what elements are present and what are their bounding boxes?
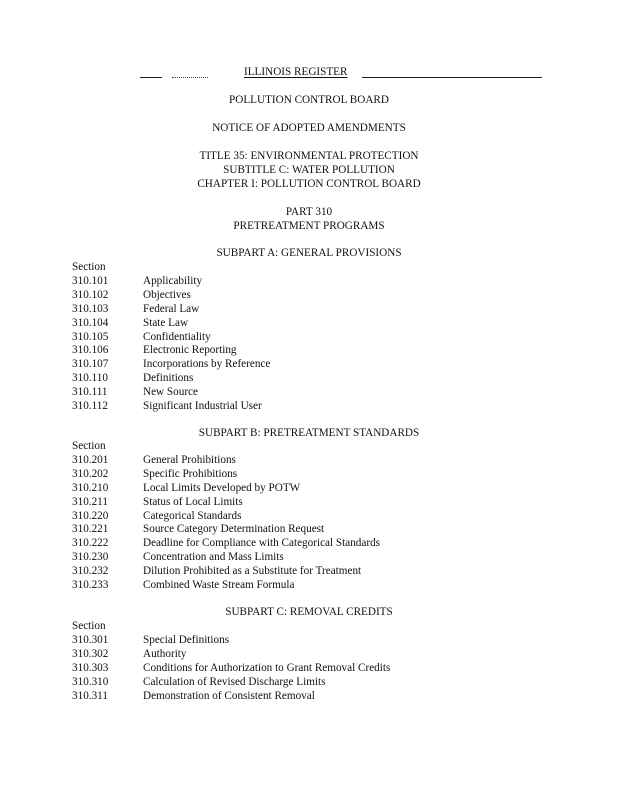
toc-row (72, 454, 552, 468)
running-header (0, 66, 618, 80)
section-title: Status of Local Limits (143, 495, 243, 508)
header-rule-dotted (172, 77, 208, 78)
section-title: State Law (143, 316, 189, 329)
header-title: ILLINOIS REGISTER (244, 66, 348, 78)
subpart-a-heading: SUBPART A: GENERAL PROVISIONS (216, 247, 402, 259)
chapter-line: CHAPTER I: POLLUTION CONTROL BOARD (197, 178, 421, 190)
section-label: Section (72, 440, 106, 452)
section-title: Authority (143, 647, 187, 660)
section-title: Concentration and Mass Limits (143, 551, 284, 564)
section-number: 310.233 (72, 579, 109, 592)
toc-row (72, 510, 552, 524)
subpart-b-heading: SUBPART B: PRETREATMENT STANDARDS (198, 427, 420, 439)
section-title: Incorporations by Reference (143, 358, 271, 371)
section-title: Special Definitions (143, 634, 230, 646)
board-name: POLLUTION CONTROL BOARD (229, 94, 389, 106)
section-number: 310.201 (72, 454, 109, 466)
toc-row (72, 289, 552, 303)
toc-row (72, 579, 552, 593)
section-title: Applicability (143, 275, 203, 287)
toc-row (72, 676, 552, 690)
subtitle-line: SUBTITLE C: WATER POLLUTION (223, 164, 395, 176)
toc-row (72, 634, 552, 648)
section-title: General Prohibitions (143, 454, 236, 466)
section-number: 310.107 (72, 358, 109, 371)
section-number: 310.106 (72, 344, 109, 357)
section-number: 310.211 (72, 495, 108, 508)
section-title: Electronic Reporting (143, 344, 237, 357)
toc-row (72, 662, 552, 676)
section-number: 310.110 (72, 372, 108, 385)
section-title: Definitions (143, 372, 194, 385)
section-number: 310.310 (72, 675, 109, 688)
toc-row (72, 551, 552, 565)
section-number: 310.104 (72, 316, 109, 329)
section-number: 310.301 (72, 634, 109, 646)
part-name: PRETREATMENT PROGRAMS (233, 220, 385, 232)
header-rule-right (362, 77, 542, 78)
section-number: 310.221 (72, 523, 109, 536)
section-number: 310.102 (72, 288, 109, 301)
section-number: 310.220 (72, 509, 109, 522)
subpart-a-toc (72, 261, 552, 414)
section-number: 310.111 (72, 386, 108, 399)
section-title: New Source (143, 386, 198, 399)
section-number: 310.112 (72, 400, 108, 413)
section-label: Section (72, 620, 106, 632)
section-number: 310.101 (72, 275, 109, 287)
section-title: Significant Industrial User (143, 400, 262, 413)
section-title: Calculation of Revised Discharge Limits (143, 675, 326, 688)
toc-row (72, 482, 552, 496)
toc-row (72, 303, 552, 317)
section-label: Section (72, 261, 106, 273)
subpart-c-heading: SUBPART C: REMOVAL CREDITS (225, 606, 393, 618)
toc-row (72, 386, 552, 400)
section-title: Conditions for Authorization to Grant Removal Credits (143, 661, 391, 674)
toc-row (72, 344, 552, 358)
subpart-c-toc (72, 620, 552, 703)
toc-row (72, 690, 552, 704)
notice-title: NOTICE OF ADOPTED AMENDMENTS (212, 122, 406, 134)
section-title: Federal Law (143, 302, 200, 315)
toc-row (72, 275, 552, 289)
section-number: 310.210 (72, 481, 109, 494)
toc-row (72, 331, 552, 345)
section-title: Categorical Standards (143, 509, 242, 522)
subpart-b-toc (72, 440, 552, 593)
section-title: Deadline for Compliance with Categorical Standards (143, 537, 381, 550)
toc-row (72, 468, 552, 482)
section-number: 310.103 (72, 302, 109, 315)
toc-row (72, 523, 552, 537)
section-number: 310.222 (72, 537, 109, 550)
part-number: PART 310 (285, 206, 333, 218)
header-rule-left (140, 77, 162, 78)
section-number: 310.230 (72, 551, 109, 564)
toc-row (72, 400, 552, 414)
toc-row (72, 565, 552, 579)
section-title: Confidentiality (143, 330, 211, 343)
section-number: 310.105 (72, 330, 109, 343)
toc-row (72, 372, 552, 386)
toc-row (72, 537, 552, 551)
toc-row (72, 358, 552, 372)
section-title: Source Category Determination Request (143, 523, 325, 536)
section-number: 310.311 (72, 689, 108, 702)
section-number: 310.303 (72, 661, 109, 674)
toc-row (72, 496, 552, 510)
section-title: Dilution Prohibited as a Substitute for Treatment (143, 565, 362, 578)
section-number: 310.232 (72, 565, 109, 578)
section-title: Specific Prohibitions (143, 467, 238, 480)
section-number: 310.302 (72, 647, 109, 660)
title-line: TITLE 35: ENVIRONMENTAL PROTECTION (199, 150, 419, 162)
toc-row (72, 648, 552, 662)
section-title: Objectives (143, 288, 191, 301)
section-title: Combined Waste Stream Formula (143, 579, 295, 592)
section-title: Demonstration of Consistent Removal (143, 689, 315, 702)
section-title: Local Limits Developed by POTW (143, 481, 301, 494)
section-number: 310.202 (72, 467, 109, 480)
toc-row (72, 317, 552, 331)
